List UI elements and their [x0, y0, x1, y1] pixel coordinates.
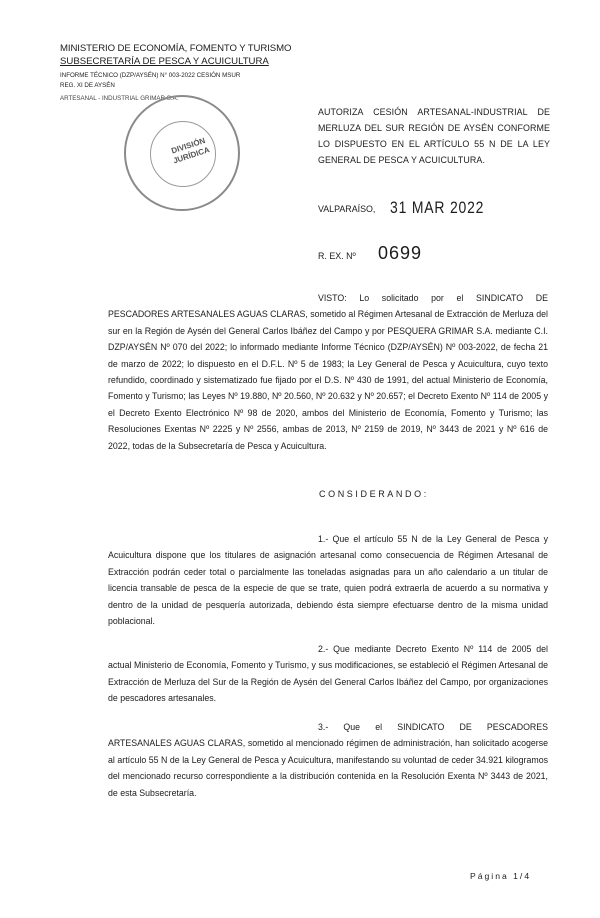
- subsecretaria-title: SUBSECRETARÍA DE PESCA Y ACUICULTURA: [60, 56, 269, 67]
- considerando-text: 2.- Que mediante Decreto Exento Nº 114 de 2005 del actual Ministerio de Economía, Fomento y Turismo, y sus modificaciones, se estableció el Régimen Artesanal de Extracción de Merluza del Sur de la Región de Aysén del General Carlos Ibáñez del Campo, por organizaciones de pescadores artesanales.: [108, 644, 548, 704]
- resolution-subject: AUTORIZA CESIÓN ARTESANAL-INDUSTRIAL DE MERLUZA DEL SUR REGIÓN DE AYSÉN CONFORME LO DISPUESTO EN EL ARTÍCULO 55 N DE LA LEY GENERAL DE PESCA Y ACUICULTURA.: [318, 107, 550, 165]
- considerando-item-2: [108, 641, 548, 707]
- ministry-title: MINISTERIO DE ECONOMÍA, FOMENTO Y TURISMO: [60, 43, 292, 54]
- sector-reference: ARTESANAL - INDUSTRIAL GRIMAR S.A.: [60, 95, 179, 102]
- place-label: VALPARAÍSO,: [318, 204, 376, 214]
- rex-number-stamp: 0699: [378, 243, 423, 263]
- resolution-date-stamp: 31 MAR 2022: [390, 198, 485, 217]
- considerando-heading: CONSIDERANDO:: [319, 489, 429, 499]
- considerando-item-1: [108, 531, 548, 629]
- rex-label: R. EX. Nº: [318, 251, 356, 261]
- considerando-text: 3.- Que el SINDICATO DE PESCADORES ARTESANALES AGUAS CLARAS, sometido al mencionado régimen de administración, han solicitado acogerse al artículo 55 N de la Ley General de Pesca y Acuicultura, manifestando su voluntad de ceder 34.921 kilogramos del mencionado recurso correspondiente a la distribución contenida en la Resolución Exenta Nº 3443 de 2021, de esta Subsecretaría.: [108, 722, 548, 798]
- stamp-center-text: DIVISIÓN JURÍDICA: [170, 136, 211, 166]
- division-juridica-stamp: [124, 95, 240, 211]
- informe-reference: INFORME TÉCNICO (DZP/AYSÉN) N° 003-2022 CESIÓN MSUR: [60, 72, 241, 79]
- visto-text: VISTO: Lo solicitado por el SINDICATO DE PESCADORES ARTESANALES AGUAS CLARAS, sometido al Régimen Artesanal de Extracción de Merluza del sur en la Región de Aysén del General Carlos Ibáñez del Campo y por PESQUERA GRIMAR S.A. mediante C.I. DZP/AYSÉN Nº 070 del 2022; lo informado mediante Informe Técnico (DZP/AYSÉN) Nº 003-2022, de fecha 21 de marzo de 2022; lo dispuesto en el D.F.L. Nº 5 de 1983; la Ley General de Pesca y Acuicultura, cuyo texto refundido, coordinado y sistematizado fue fijado por el D.S. Nº 430 de 1991, del actual Ministerio de Economía, Fomento y Turismo; las Leyes Nº 19.880, Nº 20.560, Nº 20.632 y Nº 20.657; el Decreto Exento Nº 114 de 2005 y el Decreto Exento Electrónico Nº 98 de 2020, ambos del Ministerio de Economía, Fomento y Turismo; las Resoluciones Exentas Nº 2225 y Nº 2556, ambas de 2013, Nº 2159 de 2019, Nº 3443 de 2021 y Nº 616 de 2022, todas de la Subsecretaría de Pesca y Acuicultura.: [108, 293, 548, 451]
- page-number: Página 1/4: [470, 871, 532, 881]
- considerando-item-3: [108, 719, 548, 801]
- region-reference: REG. XI DE AYSÉN: [60, 82, 115, 89]
- visto-paragraph: [108, 290, 548, 454]
- considerando-text: 1.- Que el artículo 55 N de la Ley General de Pesca y Acuicultura dispone que los titulares de asignación artesanal como consecuencia de Régimen Artesanal de Extracción podrán ceder total o parcialmente las toneladas asignadas para un año calendario a un titular de licencia transable de pesca de la especie de que se trate, quien podrá extraerla de acuerdo a su normativa y dentro de la unidad de pesquería autorizada, debiendo ésta siempre efectuarse dentro de la misma unidad poblacional.: [108, 534, 548, 627]
